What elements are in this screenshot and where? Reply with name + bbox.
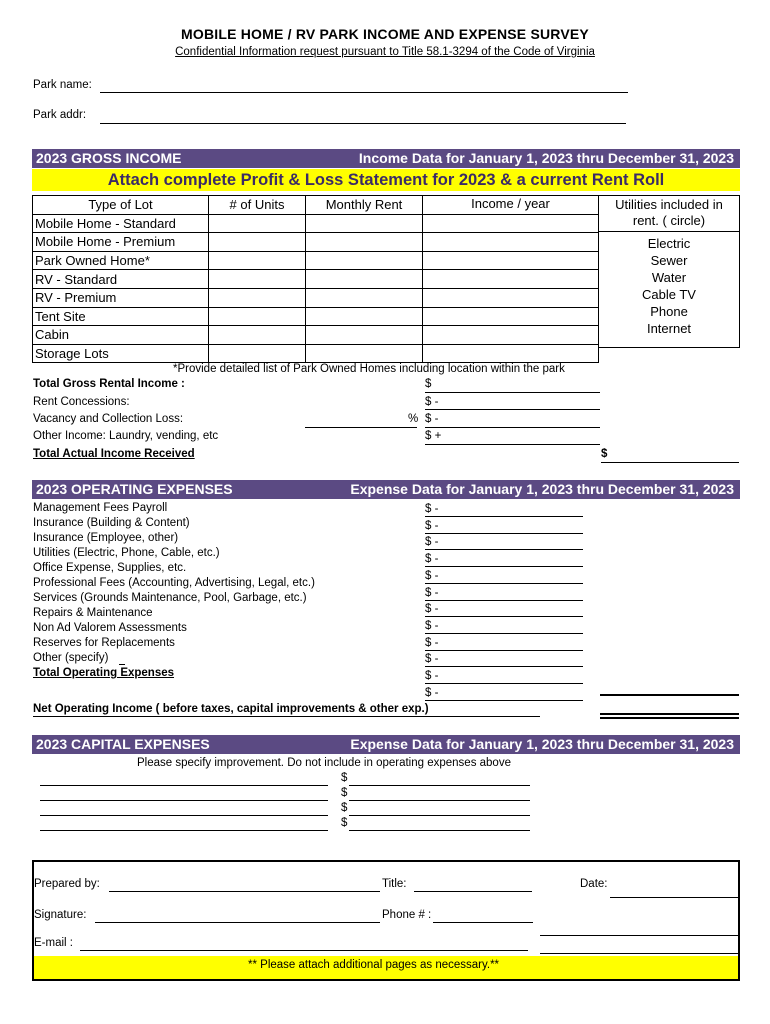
capital-improvement-field[interactable] [40, 815, 328, 816]
net-operating-field-bottom [600, 717, 739, 719]
signature-label: Signature: [34, 909, 87, 921]
lot-type: Park Owned Home* [33, 251, 209, 270]
expense-amount-field[interactable] [425, 566, 583, 567]
rent-cell[interactable] [306, 288, 423, 307]
expense-amount-field[interactable] [425, 533, 583, 534]
rent-cell[interactable] [306, 233, 423, 252]
expense-other-specify-field[interactable] [119, 664, 125, 665]
total-actual-symbol: $ [601, 448, 608, 460]
lot-type: Storage Lots [33, 344, 209, 363]
capital-amount-field[interactable] [349, 785, 530, 786]
expense-insurance-employee-label: Insurance (Employee, other) [33, 532, 179, 544]
income-cell[interactable] [423, 326, 599, 345]
expense-repairs-label: Repairs & Maintenance [33, 607, 153, 619]
expense-amount-symbol: $ - [425, 636, 439, 649]
expense-non-ad-valorem-label: Non Ad Valorem Assessments [33, 622, 187, 634]
capital-amount-field[interactable] [349, 800, 530, 801]
prepared-by-field[interactable] [109, 891, 380, 892]
expense-amount-symbol: $ - [425, 586, 439, 599]
gross-income-period: Income Data for January 1, 2023 thru December 31, 2023 [358, 150, 734, 166]
prepared-by-label: Prepared by: [34, 878, 100, 890]
operating-expenses-title: 2023 OPERATING EXPENSES [36, 481, 233, 497]
income-cell[interactable] [423, 214, 599, 233]
park-name-label: Park name: [33, 79, 92, 91]
park-addr-field[interactable] [100, 123, 626, 124]
expense-utilities-label: Utilities (Electric, Phone, Cable, etc.) [33, 547, 220, 559]
units-cell[interactable] [209, 344, 306, 363]
date-label: Date: [580, 878, 608, 890]
vacancy-field[interactable] [425, 427, 600, 428]
capital-amount-symbol: $ [341, 787, 348, 799]
utility-internet[interactable]: Internet [646, 321, 692, 336]
subtitle-text: Confidential Information request pursuant to Title 58.1-3294 of the Code of Virginia [175, 46, 595, 58]
table-row [33, 326, 599, 345]
total-gross-label: Total Gross Rental Income : [33, 378, 185, 390]
units-cell[interactable] [209, 233, 306, 252]
capital-amount-field[interactable] [349, 830, 530, 831]
other-income-label: Other Income: Laundry, vending, etc [33, 430, 219, 442]
email-label: E-mail : [34, 937, 73, 949]
expense-management-label: Management Fees Payroll [33, 502, 168, 514]
lot-table-header [33, 196, 599, 215]
col-units: # of Units [209, 196, 306, 215]
lot-type: Mobile Home - Premium [33, 233, 209, 252]
lot-type: Mobile Home - Standard [33, 214, 209, 233]
expense-amount-field[interactable] [425, 600, 583, 601]
expense-amount-field[interactable] [425, 650, 583, 651]
extra-field-1[interactable] [540, 935, 738, 936]
utilities-header [599, 196, 739, 232]
attach-pages-note: ** Please attach additional pages as necessary.** [248, 959, 500, 971]
title-field[interactable] [414, 891, 532, 892]
utilities-list [599, 232, 739, 347]
expense-amount-field[interactable] [425, 666, 583, 667]
net-operating-field-top[interactable] [600, 713, 739, 715]
income-cell[interactable] [423, 251, 599, 270]
expense-amount-field[interactable] [425, 633, 583, 634]
table-row [33, 214, 599, 233]
expense-amount-symbol: $ - [425, 653, 439, 666]
expense-amount-symbol: $ - [425, 519, 439, 532]
email-field[interactable] [80, 950, 528, 951]
capital-expenses-period: Expense Data for January 1, 2023 thru December 31, 2023 [350, 736, 734, 752]
rent-concessions-symbol: $ - [425, 396, 439, 408]
capital-instruction: Please specify improvement. Do not include in operating expenses above [137, 757, 511, 769]
expense-other-label: Other (specify) [33, 652, 109, 664]
other-income-field[interactable] [425, 444, 600, 445]
rent-cell[interactable] [306, 326, 423, 345]
page-title: MOBILE HOME / RV PARK INCOME AND EXPENSE SURVEY [181, 26, 589, 42]
lot-type: Cabin [33, 326, 209, 345]
lot-type: Tent Site [33, 307, 209, 326]
units-cell[interactable] [209, 251, 306, 270]
vacancy-percent-field[interactable] [305, 427, 417, 428]
rent-cell[interactable] [306, 270, 423, 289]
operating-expenses-period: Expense Data for January 1, 2023 thru December 31, 2023 [350, 481, 734, 497]
expense-office-label: Office Expense, Supplies, etc. [33, 562, 187, 574]
units-cell[interactable] [209, 288, 306, 307]
table-row [33, 288, 599, 307]
park-homes-footnote: *Provide detailed list of Park Owned Homes including location within the park [173, 363, 565, 375]
expense-amount-symbol: $ - [425, 553, 439, 566]
utilities-header-line2: rent. ( circle) [632, 213, 706, 228]
vacancy-percent: % [408, 413, 419, 425]
net-operating-underline [33, 716, 540, 717]
expense-amount-symbol: $ - [425, 503, 439, 515]
gross-income-header [32, 149, 740, 168]
table-row [33, 270, 599, 289]
rent-cell[interactable] [306, 307, 423, 326]
expense-insurance-building-label: Insurance (Building & Content) [33, 517, 190, 529]
total-operating-expenses-label: Total Operating Expenses [33, 667, 175, 679]
capital-amount-field[interactable] [349, 815, 530, 816]
extra-field-2[interactable] [540, 953, 738, 954]
rent-cell[interactable] [306, 344, 423, 363]
expense-amount-symbol: $ - [425, 670, 439, 682]
gross-income-title: 2023 GROSS INCOME [36, 150, 182, 166]
income-cell[interactable] [423, 233, 599, 252]
vacancy-label: Vacancy and Collection Loss: [33, 413, 184, 425]
capital-expenses-title: 2023 CAPITAL EXPENSES [36, 736, 210, 752]
expense-amount-field[interactable] [425, 683, 583, 684]
units-cell[interactable] [209, 214, 306, 233]
income-cell[interactable] [423, 288, 599, 307]
total-actual-field[interactable] [601, 462, 739, 463]
income-cell[interactable] [423, 270, 599, 289]
vacancy-symbol: $ - [425, 413, 439, 425]
utility-phone[interactable]: Phone [650, 304, 688, 319]
lot-table [32, 195, 599, 363]
total-operating-field[interactable] [600, 694, 739, 696]
expense-amount-symbol: $ - [425, 603, 439, 616]
expense-amount-field[interactable] [425, 549, 583, 550]
expense-amount-field[interactable] [425, 583, 583, 584]
park-name-field[interactable] [100, 92, 628, 93]
col-type-of-lot: Type of Lot [33, 196, 209, 215]
utility-electric[interactable]: Electric [647, 236, 691, 251]
attach-notice: Attach complete Profit & Loss Statement for 2023 & a current Rent Roll [32, 169, 740, 191]
date-field[interactable] [610, 897, 738, 898]
page-subtitle [0, 46, 770, 58]
lot-type: RV - Standard [33, 270, 209, 289]
table-row [33, 344, 599, 363]
capital-improvement-field[interactable] [40, 830, 328, 831]
expense-amount-symbol: $ - [425, 686, 439, 699]
net-operating-income-label: Net Operating Income ( before taxes, capital improvements & other exp.) [33, 703, 429, 715]
col-monthly-rent: Monthly Rent [306, 196, 423, 215]
lot-type: RV - Premium [33, 288, 209, 307]
capital-amount-symbol: $ [341, 802, 348, 814]
rent-concessions-field[interactable] [425, 409, 600, 410]
expense-amount-symbol: $ - [425, 536, 439, 549]
capital-improvement-field[interactable] [40, 800, 328, 801]
total-gross-symbol: $ [425, 378, 432, 390]
utility-water[interactable]: Water [651, 270, 687, 285]
title-label: Title: [382, 878, 407, 890]
expense-amount-field[interactable] [425, 700, 583, 701]
expense-amount-field[interactable] [425, 516, 583, 517]
rent-cell[interactable] [306, 251, 423, 270]
phone-field[interactable] [433, 922, 533, 923]
total-gross-field[interactable] [425, 392, 600, 393]
expense-reserves-label: Reserves for Replacements [33, 637, 175, 649]
income-cell[interactable] [423, 307, 599, 326]
expense-amount-symbol: $ - [425, 619, 439, 632]
rent-concessions-label: Rent Concessions: [33, 396, 130, 408]
park-addr-label: Park addr: [33, 109, 87, 121]
phone-label: Phone # : [382, 909, 432, 921]
utility-sewer[interactable]: Sewer [650, 253, 688, 268]
utilities-header-line1: Utilities included in [615, 197, 723, 212]
units-cell[interactable] [209, 270, 306, 289]
capital-amount-symbol: $ [341, 772, 348, 784]
units-cell[interactable] [209, 326, 306, 345]
expense-amount-field[interactable] [425, 616, 583, 617]
utilities-box [598, 195, 740, 348]
table-row [33, 233, 599, 252]
rent-cell[interactable] [306, 214, 423, 233]
other-income-symbol: $ + [425, 430, 442, 442]
signature-field[interactable] [95, 922, 380, 923]
table-row [33, 251, 599, 270]
expense-services-label: Services (Grounds Maintenance, Pool, Garbage, etc.) [33, 592, 307, 604]
table-row [33, 307, 599, 326]
capital-improvement-field[interactable] [40, 785, 328, 786]
capital-expenses-header [32, 735, 740, 754]
expense-amount-symbol: $ - [425, 569, 439, 582]
utility-cable-tv[interactable]: Cable TV [642, 287, 696, 302]
income-cell[interactable] [423, 344, 599, 363]
total-actual-income-label: Total Actual Income Received [33, 448, 195, 460]
units-cell[interactable] [209, 307, 306, 326]
col-income-year: Income / year [423, 196, 599, 215]
operating-expenses-header [32, 480, 740, 499]
expense-professional-label: Professional Fees (Accounting, Advertising, Legal, etc.) [33, 577, 315, 589]
capital-amount-symbol: $ [341, 817, 348, 829]
